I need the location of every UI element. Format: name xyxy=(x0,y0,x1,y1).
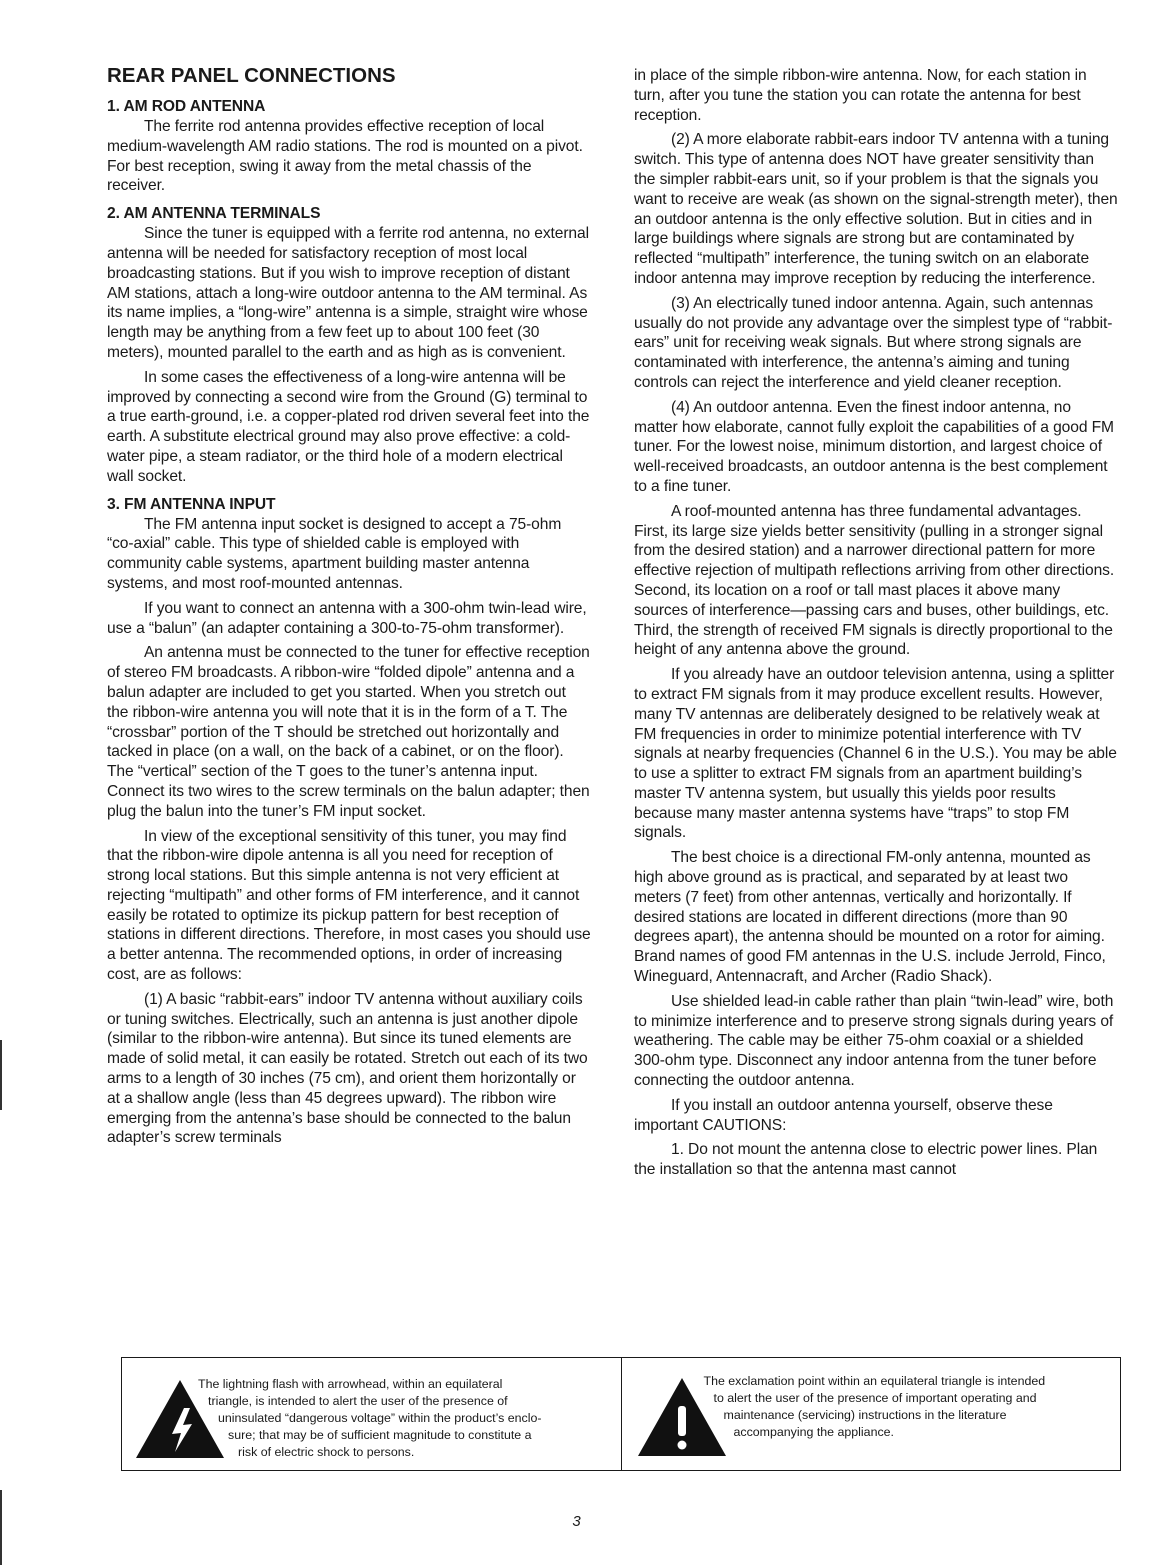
paragraph: If you install an outdoor antenna yourself, observe these important CAUTIONS: xyxy=(634,1096,1053,1134)
paragraph: A roof-mounted antenna has three fundamental advantages. First, its large size yields better sensitivity (pulling in a stronger signal from the desired station) and a narrower directional pattern for more effective rejection of multipath reflections arriving from other directions. Second, its location on a roof or tall mast places it above many sources of interference—passing cars and buses, other buildings, etc. Third, the strength of received FM signals is directly proportional to the height of any antenna above the ground. xyxy=(634,502,1115,659)
paragraph: The FM antenna input socket is designed to accept a 75-ohm “co-axial” cable. This type of shielded cable is employed with community cable systems, apartment building master antenna systems, and most roof-mounted antennas. xyxy=(107,515,562,592)
warning-line: sure; that may be of sufficient magnitude to constitute a xyxy=(228,1428,532,1442)
paragraph: An antenna must be connected to the tuner for effective reception of stereo FM broadcasts. A ribbon-wire “folded dipole” antenna and a balun adapter are included to get you started. When you stretch out the ribbon-wire antenna you will note that it is in the form of a T. The “crossbar” portion of the T should be stretched out horizontally and tacked in place (on a wall, on the back of a cabinet, or on the floor). The “vertical” section of the T goes to the tuner’s antenna input. Connect its two wires to the screw terminals on the balun adapter; then plug the balun into the tuner’s FM input socket. xyxy=(107,644,590,820)
paragraph: Since the tuner is equipped with a ferrite rod antenna, no external antenna will be needed for satisfactory reception of most local broadcasting stations. But if you wish to improve reception of distant AM stations, attach a long-wire outdoor antenna to the AM terminal. As its name implies, a “long-wire” antenna is a simple, straight wire whose length may be anything from a few feet up to about 100 feet (30 meters), mounted parallel to the earth and as high as is convenient. xyxy=(107,225,589,361)
paragraph: 1. Do not mount the antenna close to electric power lines. Plan the installation so that the antenna mast cannot xyxy=(634,1141,1098,1179)
paragraph: (1) A basic “rabbit-ears” indoor TV antenna without auxiliary coils or tuning switches. Electrically, such an antenna is just another dipole (similar to the ribbon-wire antenna). But since its tuned elements are made of solid metal, it can easily be rotated. Stretch out each of its two arms to a length of 30 inches (75 cm), and orient them horizontally or at a shallow angle (less than 45 degrees upward). The ribbon wire emerging from the antenna’s base should be connected to the balun adapter’s screw terminals xyxy=(107,990,588,1147)
lightning-warning-text xyxy=(198,1376,542,1461)
section-heading-fm-antenna-input: 3. FM ANTENNA INPUT xyxy=(107,495,276,513)
lightning-warning xyxy=(122,1358,621,1470)
paragraph: The ferrite rod antenna provides effective reception of local medium-wavelength AM radio stations. The rod is mounted on a pivot. For best reception, swing it away from the metal chassis of the receiver. xyxy=(107,118,583,195)
paragraph: If you already have an outdoor television antenna, using a splitter to extract FM signals from it may produce excellent results. However, many TV antennas are deliberately designed to be relatively weak at FM frequencies in order to minimize potential interference with TV signals at nearby frequencies (Channel 6 in the U.S.). You may be able to use a splitter to extract FM signals from an apartment building’s master TV antenna system, but usually this yields poor results because many master antenna systems have “traps” to stop FM signals. xyxy=(634,666,1117,842)
exclamation-warning-text xyxy=(704,1373,1046,1441)
page-number: 3 xyxy=(572,1513,581,1530)
paragraph: In view of the exceptional sensitivity of this tuner, you may find that the ribbon-wire dipole antenna is all you need for reception of strong local stations. But this simple antenna is not very efficient at rejecting “multipath” and other forms of FM interference, and it cannot easily be rotated to optimize its pickup pattern for best reception of stations in different directions. Therefore, in most cases you should use a better antenna. The recommended options, in order of increasing cost, are as follows: xyxy=(107,827,591,984)
warning-line: to alert the user of the presence of important operating and xyxy=(713,1391,1037,1405)
warning-line: The lightning flash with arrowhead, within an equilateral xyxy=(198,1377,503,1391)
warning-line: maintenance (servicing) instructions in the literature xyxy=(723,1408,1007,1422)
paragraph-continued: in place of the simple ribbon-wire antenna. Now, for each station in turn, after you tune the station you can rotate the antenna for best reception. xyxy=(634,67,1087,124)
safety-warning-box xyxy=(121,1357,1121,1471)
paragraph: Use shielded lead-in cable rather than plain “twin-lead” wire, both to minimize interference and to preserve strong signals during years of weathering. The cable may be either 75-ohm coaxial or a shielded 300-ohm type. Disconnect any indoor antenna from the tuner before connecting the outdoor antenna. xyxy=(634,992,1114,1090)
right-column xyxy=(634,66,1118,1185)
paragraph: (3) An electrically tuned indoor antenna. Again, such antennas usually do not provide any advantage over the simplest type of “rabbit-ears” unit for receiving weak signals. But where strong signals are contaminated with interference, the antenna’s aiming and tuning controls can reject the interference and yield cleaner reception. xyxy=(634,294,1113,391)
left-column xyxy=(107,64,591,1153)
warning-line: uninsulated “dangerous voltage” within the product’s enclo- xyxy=(218,1411,542,1425)
page-title: REAR PANEL CONNECTIONS xyxy=(107,64,396,87)
warning-line: accompanying the appliance. xyxy=(733,1425,894,1439)
paragraph: If you want to connect an antenna with a 300-ohm twin-lead wire, use a “balun” (an adapter containing a 300-to-75-ohm transformer). xyxy=(107,599,587,637)
warning-line: risk of electric shock to persons. xyxy=(238,1445,415,1459)
paragraph: In some cases the effectiveness of a long-wire antenna will be improved by connecting a second wire from the Ground (G) terminal to a true earth-ground, i.e. a copper-plated rod driven several feet into the earth. A substitute electrical ground may also prove effective: a cold-water pipe, a steam radiator, or the third hole of a modern electrical wall socket. xyxy=(107,368,590,485)
binding-mark xyxy=(0,1490,2,1565)
warning-line: The exclamation point within an equilateral triangle is intended xyxy=(703,1374,1046,1388)
section-heading-am-antenna-terminals: 2. AM ANTENNA TERMINALS xyxy=(107,205,321,223)
paragraph: (2) A more elaborate rabbit-ears indoor TV antenna with a tuning switch. This type of antenna does NOT have greater sensitivity than the simpler rabbit-ears unit, so if your problem is that the signals you want to receive are weak (as shown on the signal-strength meter), then an outdoor antenna is the only effective solution. But in cities and in large buildings where signals are strong but are contaminated by reflected “multipath” interference, the tuning switch on an elaborate indoor antenna may improve reception by reducing the interference. xyxy=(634,131,1118,287)
paragraph: The best choice is a directional FM-only antenna, mounted as high above ground as is practical, and separated by at least two meters (7 feet) from other antennas, vertically and horizontally. If desired stations are located in different directions (more than 90 degrees apart), the antenna should be mounted on a rotor for aiming. Brand names of good FM antennas in the U.S. include Jerrold, Finco, Wineguard, Antennacraft, and Archer (Radio Shack). xyxy=(634,849,1106,986)
section-heading-am-rod-antenna: 1. AM ROD ANTENNA xyxy=(107,98,266,115)
paragraph: (4) An outdoor antenna. Even the finest indoor antenna, no matter how elaborate, cannot fully exploit the capabilities of a good FM tuner. For the lowest noise, minimum distortion, and largest choice of well-received broadcasts, an outdoor antenna is the best complement to a fine tuner. xyxy=(634,398,1114,495)
warning-line: triangle, is intended to alert the user of the presence of xyxy=(208,1394,508,1408)
binding-mark xyxy=(0,1040,2,1110)
exclamation-warning xyxy=(621,1358,1121,1470)
